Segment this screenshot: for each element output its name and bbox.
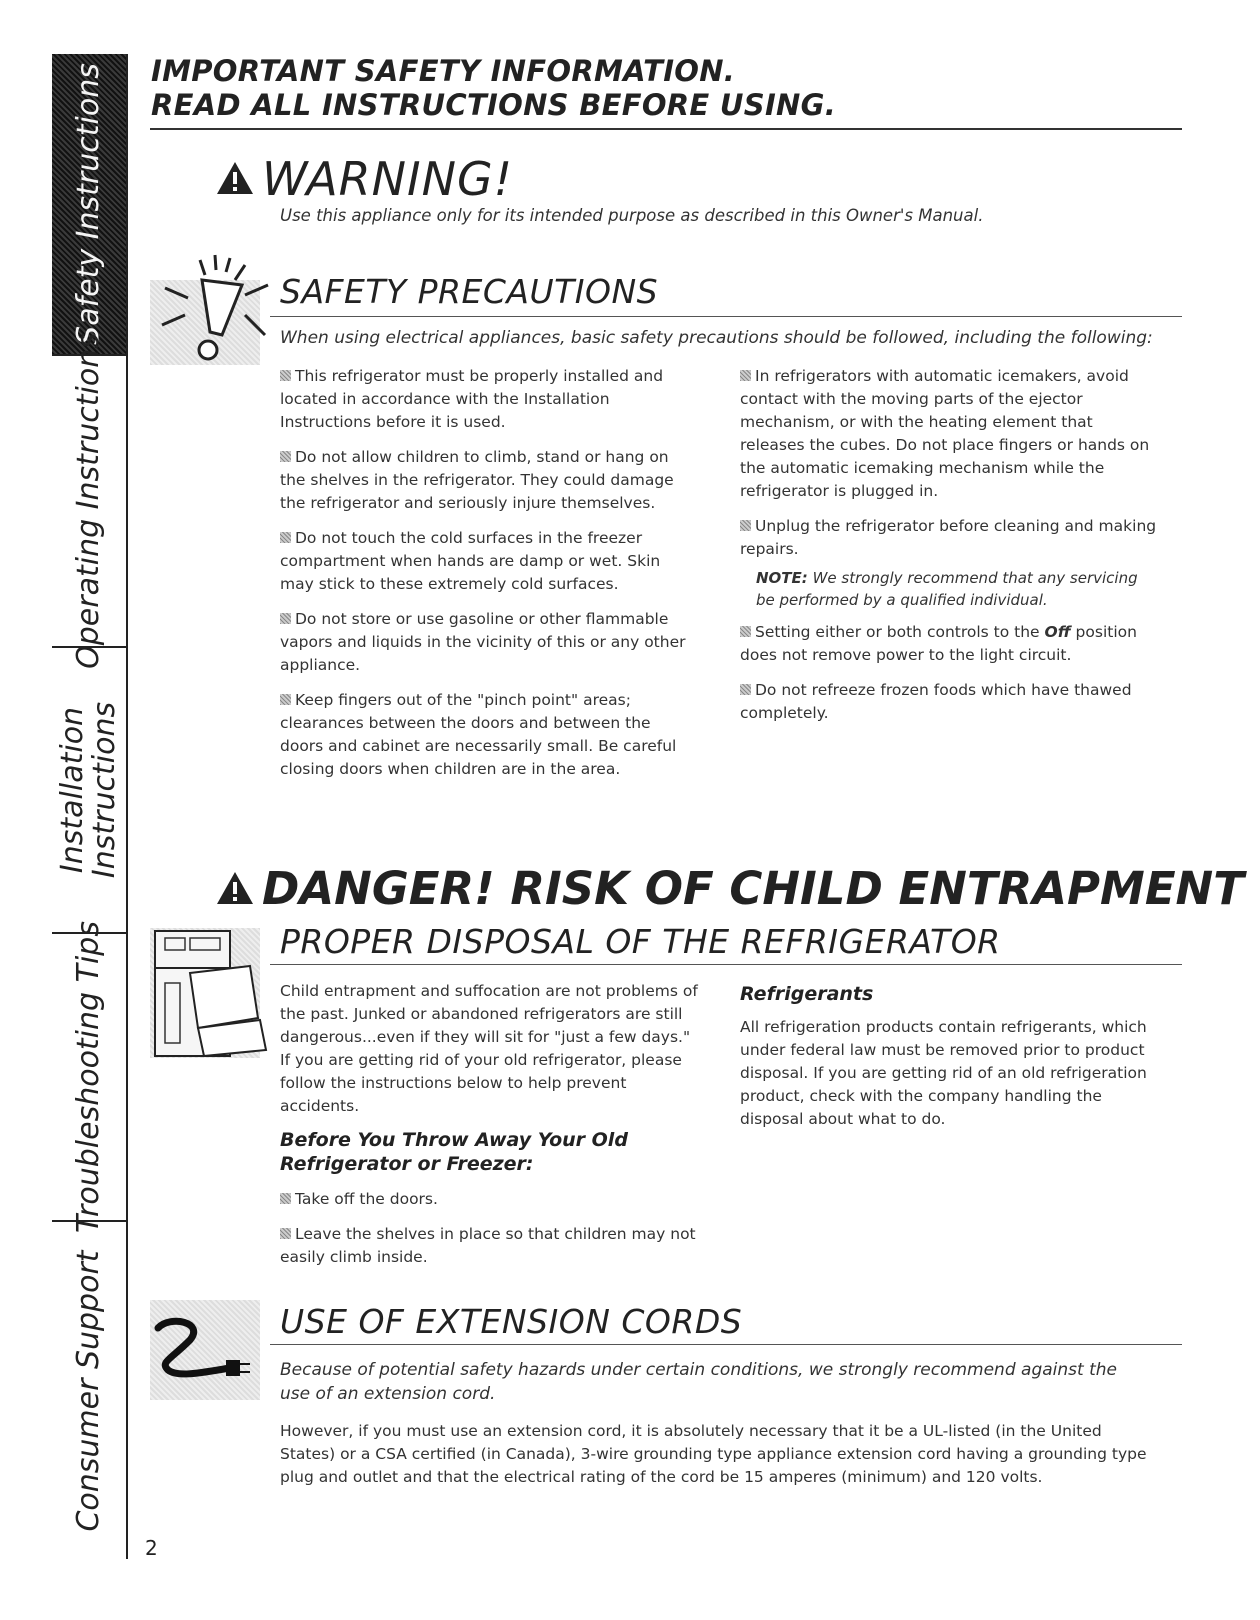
safety-lead: When using electrical appliances, basic safety precautions should be followed, including the following: (280, 328, 1153, 348)
list-item-text: This refrigerator must be properly installed and located in accordance with the Installation Instructions before it is used. (280, 367, 664, 431)
tab-label: Consumer Support (71, 1249, 106, 1532)
list-item (740, 515, 1160, 561)
tab-label: Troubleshooting Tips (71, 921, 106, 1233)
refrigerants-text: All refrigeration products contain refrigerants, which under federal law must be removed prior to product disposal. If you are getting rid of an old refrigeration product, check with the company handling the disposal about what to do. (740, 1018, 1147, 1128)
extension-lead: Because of potential safety hazards under certain conditions, we strongly recommend against the use of an extension cord. (280, 1360, 1117, 1404)
page-number: 2 (145, 1536, 158, 1560)
refrigerants-heading: Refrigerants (740, 983, 874, 1005)
list-item (740, 679, 1160, 725)
warning-subtitle: Use this appliance only for its intended purpose as described in this Owner's Manual. (280, 206, 984, 225)
note-text: We strongly recommend that any servicing be performed by a qualified individual. (756, 569, 1138, 609)
safety-list-left (280, 365, 690, 793)
exclamation-alert-icon (150, 250, 270, 365)
list-item-text: Do not allow children to climb, stand or hang on the shelves in the refrigerator. They could damage the refrigerator and seriously injure themselves. (280, 448, 674, 512)
disposal-subhead (280, 1128, 628, 1176)
list-item-text-before: Setting either or both controls to the (755, 623, 1045, 641)
refrigerator-icon (150, 928, 268, 1058)
safety-divider (270, 316, 1182, 317)
header-line2: READ ALL INSTRUCTIONS BEFORE USING. (151, 88, 837, 122)
tab-label (57, 702, 121, 878)
header-divider (150, 128, 1182, 130)
tab-label: Operating Instructions (71, 333, 106, 669)
disposal-title: PROPER DISPOSAL OF THE REFRIGERATOR (280, 922, 1001, 961)
extension-body: However, if you must use an extension cord, it is absolutely necessary that it be a UL-listed (in the United States) or a CSA certified (in Canada), 3-wire grounding type appliance extension cord having a grounding type plug and outlet and that the electrical rating of the cord be 15 amperes (minimum) and 120 volts. (280, 1422, 1147, 1486)
list-item (280, 527, 690, 596)
list-item-text: Take off the doors. (295, 1190, 438, 1208)
list-item (280, 689, 690, 781)
list-item-text-after: position does not remove power to the light circuit. (740, 623, 1137, 664)
tab-consumer-support[interactable] (52, 1220, 126, 1559)
list-item (740, 621, 1160, 667)
list-item-text: Leave the shelves in place so that children may not easily climb inside. (280, 1225, 696, 1266)
list-item-text: In refrigerators with automatic icemakers, avoid contact with the moving parts of the ejector mechanism, or with the heating element that releases the cubes. Do not place fingers or hands on the automatic icemaking mechanism while the refrigerator is plugged in. (740, 367, 1150, 500)
list-item (740, 365, 1160, 503)
list-item-text: Do not refreeze frozen foods which have thawed completely. (740, 681, 1132, 722)
extension-title: USE OF EXTENSION CORDS (280, 1302, 743, 1341)
warning-title: WARNING! (262, 152, 514, 206)
tab-label: Safety Instructions (71, 63, 106, 345)
list-item (280, 608, 690, 677)
danger-triangle-icon (215, 870, 255, 906)
tab-installation-instructions[interactable] (52, 646, 126, 932)
extension-cord-icon (150, 1300, 260, 1400)
off-label: Off (1044, 623, 1071, 641)
tab-operating-instructions[interactable] (52, 333, 126, 669)
disposal-intro: Child entrapment and suffocation are not problems of the past. Junked or abandoned refrigerators are still dangerous...even if they will sit for "just a few days." If you are getting rid of your old refrigerator, please follow the instructions below to help prevent accidents. (280, 982, 698, 1115)
tab-label-line2: Instructions (87, 701, 122, 879)
safety-precautions-title: SAFETY PRECAUTIONS (280, 272, 659, 311)
list-item (280, 1188, 710, 1211)
header-line1: IMPORTANT SAFETY INFORMATION. (151, 54, 736, 88)
danger-title: DANGER! RISK OF CHILD ENTRAPMENT (262, 862, 1244, 915)
disposal-divider (270, 964, 1182, 965)
list-item (280, 365, 690, 434)
disposal-subhead-line2: Refrigerator or Freezer: (280, 1153, 534, 1175)
list-item-text: Do not store or use gasoline or other flammable vapors and liquids in the vicinity of this or any other appliance. (280, 610, 686, 674)
tab-safety-instructions[interactable] (52, 54, 126, 354)
note-label: NOTE: (756, 569, 808, 587)
tab-troubleshooting-tips[interactable] (52, 921, 126, 1233)
extension-divider (270, 1344, 1182, 1345)
list-item-text: Keep fingers out of the "pinch point" areas; clearances between the doors and between the doors and cabinet are necessarily small. Be careful closing doors when children are in the area. (280, 691, 677, 778)
safety-list-right (740, 365, 1160, 737)
warning-triangle-icon (215, 160, 255, 196)
tab-label-line1: Installation (55, 706, 90, 874)
list-item (280, 446, 690, 515)
note (756, 567, 1160, 611)
list-item-text: Unplug the refrigerator before cleaning and making repairs. (740, 517, 1157, 558)
list-item-text: Do not touch the cold surfaces in the freezer compartment when hands are damp or wet. Skin may stick to these extremely cold surfaces. (280, 529, 661, 593)
list-item (280, 1223, 710, 1269)
disposal-list (280, 1188, 710, 1281)
side-tabs (52, 54, 128, 1559)
disposal-subhead-line1: Before You Throw Away Your Old (280, 1129, 628, 1151)
